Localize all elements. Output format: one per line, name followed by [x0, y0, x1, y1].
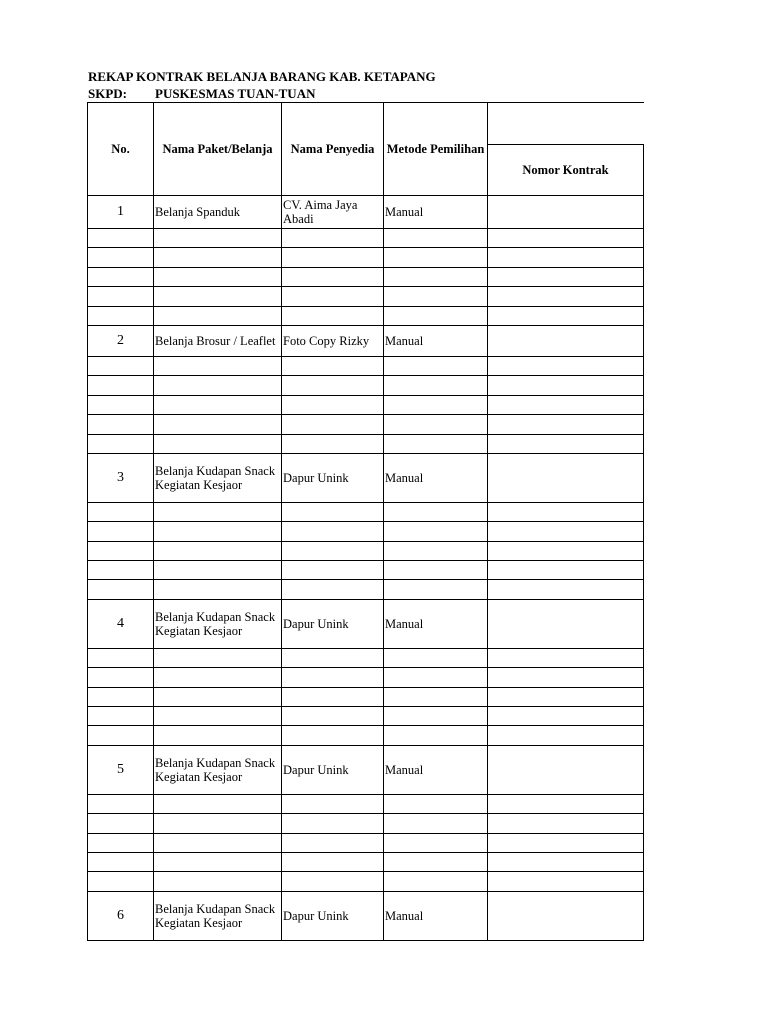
empty-cell	[282, 833, 384, 852]
paket-cell: Belanja Kudapan Snack Kegiatan Kesjaor	[154, 453, 282, 502]
empty-row	[88, 415, 644, 434]
empty-cell	[282, 434, 384, 453]
skpd-value: PUSKESMAS TUAN-TUAN	[155, 86, 316, 101]
empty-cell	[282, 648, 384, 667]
table-row	[88, 453, 644, 502]
empty-cell	[154, 872, 282, 891]
empty-cell	[488, 541, 644, 560]
col-header-penyedia: Nama Penyedia	[282, 103, 384, 196]
empty-cell	[282, 687, 384, 706]
empty-row	[88, 794, 644, 813]
metode-cell: Manual	[384, 325, 488, 356]
empty-cell	[282, 707, 384, 726]
empty-row	[88, 580, 644, 599]
empty-cell	[154, 852, 282, 871]
empty-cell	[154, 502, 282, 521]
empty-cell	[282, 794, 384, 813]
empty-row	[88, 852, 644, 871]
empty-cell	[282, 248, 384, 267]
empty-cell	[88, 267, 154, 286]
empty-cell	[154, 726, 282, 745]
paket-cell: Belanja Brosur / Leaflet	[154, 325, 282, 356]
empty-row	[88, 287, 644, 306]
empty-cell	[384, 687, 488, 706]
empty-cell	[488, 248, 644, 267]
empty-cell	[88, 648, 154, 667]
empty-cell	[154, 833, 282, 852]
empty-cell	[154, 580, 282, 599]
empty-cell	[154, 522, 282, 541]
empty-cell	[384, 541, 488, 560]
empty-row	[88, 229, 644, 248]
empty-cell	[384, 356, 488, 375]
empty-cell	[88, 580, 154, 599]
empty-row	[88, 434, 644, 453]
empty-cell	[154, 814, 282, 833]
empty-cell	[488, 687, 644, 706]
empty-cell	[488, 395, 644, 414]
empty-cell	[88, 707, 154, 726]
empty-cell	[488, 229, 644, 248]
empty-row	[88, 668, 644, 687]
kontrak-cell	[488, 891, 644, 940]
empty-row	[88, 707, 644, 726]
paket-cell: Belanja Spanduk	[154, 196, 282, 229]
table-row	[88, 891, 644, 940]
empty-cell	[384, 522, 488, 541]
empty-cell	[154, 267, 282, 286]
empty-cell	[154, 434, 282, 453]
empty-cell	[384, 648, 488, 667]
metode-cell: Manual	[384, 453, 488, 502]
empty-cell	[384, 561, 488, 580]
empty-cell	[154, 415, 282, 434]
empty-cell	[154, 356, 282, 375]
empty-cell	[154, 794, 282, 813]
empty-cell	[88, 541, 154, 560]
empty-cell	[282, 668, 384, 687]
empty-cell	[154, 306, 282, 325]
empty-row	[88, 248, 644, 267]
empty-row	[88, 502, 644, 521]
empty-cell	[282, 541, 384, 560]
empty-cell	[88, 833, 154, 852]
empty-cell	[488, 580, 644, 599]
empty-cell	[282, 395, 384, 414]
empty-cell	[384, 306, 488, 325]
empty-row	[88, 267, 644, 286]
no-cell: 5	[88, 745, 154, 794]
empty-cell	[488, 522, 644, 541]
col-header-metode: Metode Pemilihan	[384, 103, 488, 196]
empty-cell	[282, 267, 384, 286]
penyedia-cell: Dapur Unink	[282, 599, 384, 648]
metode-cell: Manual	[384, 891, 488, 940]
empty-cell	[384, 229, 488, 248]
empty-cell	[384, 376, 488, 395]
empty-row	[88, 814, 644, 833]
metode-cell: Manual	[384, 599, 488, 648]
empty-cell	[88, 306, 154, 325]
empty-cell	[282, 561, 384, 580]
empty-cell	[488, 561, 644, 580]
table-row	[88, 325, 644, 356]
empty-cell	[88, 687, 154, 706]
empty-cell	[282, 872, 384, 891]
no-cell: 4	[88, 599, 154, 648]
empty-cell	[154, 395, 282, 414]
empty-cell	[488, 267, 644, 286]
empty-row	[88, 306, 644, 325]
empty-cell	[384, 794, 488, 813]
empty-cell	[282, 376, 384, 395]
empty-cell	[88, 376, 154, 395]
empty-cell	[88, 872, 154, 891]
empty-cell	[384, 668, 488, 687]
kontrak-cell	[488, 196, 644, 229]
empty-cell	[282, 356, 384, 375]
empty-cell	[88, 794, 154, 813]
table-row	[88, 599, 644, 648]
kontrak-cell	[488, 745, 644, 794]
empty-row	[88, 561, 644, 580]
penyedia-cell: CV. Aima Jaya Abadi	[282, 196, 384, 229]
empty-row	[88, 376, 644, 395]
empty-cell	[88, 561, 154, 580]
paket-cell: Belanja Kudapan Snack Kegiatan Kesjaor	[154, 745, 282, 794]
empty-cell	[488, 306, 644, 325]
empty-cell	[488, 287, 644, 306]
empty-cell	[488, 502, 644, 521]
col-header-paket: Nama Paket/Belanja	[154, 103, 282, 196]
skpd-label: SKPD:	[88, 86, 127, 101]
empty-cell	[282, 522, 384, 541]
empty-cell	[488, 648, 644, 667]
empty-cell	[282, 306, 384, 325]
table-body	[88, 196, 644, 941]
empty-cell	[488, 707, 644, 726]
empty-cell	[154, 287, 282, 306]
table-row	[88, 745, 644, 794]
no-cell: 1	[88, 196, 154, 229]
empty-cell	[154, 541, 282, 560]
empty-cell	[154, 229, 282, 248]
empty-row	[88, 395, 644, 414]
metode-cell: Manual	[384, 745, 488, 794]
empty-cell	[384, 287, 488, 306]
empty-cell	[154, 376, 282, 395]
kontrak-cell	[488, 453, 644, 502]
skpd-line	[88, 86, 316, 102]
empty-cell	[488, 726, 644, 745]
metode-cell: Manual	[384, 196, 488, 229]
empty-cell	[88, 502, 154, 521]
no-cell: 3	[88, 453, 154, 502]
empty-cell	[488, 415, 644, 434]
empty-cell	[88, 522, 154, 541]
empty-cell	[384, 852, 488, 871]
empty-cell	[88, 356, 154, 375]
penyedia-cell: Foto Copy Rizky	[282, 325, 384, 356]
empty-cell	[384, 434, 488, 453]
empty-row	[88, 356, 644, 375]
empty-cell	[488, 356, 644, 375]
penyedia-cell: Dapur Unink	[282, 453, 384, 502]
empty-cell	[488, 814, 644, 833]
kontrak-cell	[488, 599, 644, 648]
contract-table	[87, 102, 644, 941]
empty-row	[88, 687, 644, 706]
empty-cell	[384, 248, 488, 267]
document-title: REKAP KONTRAK BELANJA BARANG KAB. KETAPANG	[88, 69, 436, 84]
empty-cell	[88, 852, 154, 871]
empty-cell	[88, 287, 154, 306]
empty-cell	[154, 561, 282, 580]
empty-cell	[282, 502, 384, 521]
empty-cell	[282, 814, 384, 833]
empty-cell	[488, 872, 644, 891]
kontrak-cell	[488, 325, 644, 356]
empty-cell	[88, 229, 154, 248]
empty-row	[88, 541, 644, 560]
empty-cell	[488, 434, 644, 453]
empty-cell	[88, 814, 154, 833]
empty-cell	[384, 814, 488, 833]
empty-row	[88, 872, 644, 891]
penyedia-cell: Dapur Unink	[282, 745, 384, 794]
empty-cell	[488, 668, 644, 687]
empty-cell	[88, 668, 154, 687]
empty-cell	[282, 415, 384, 434]
empty-cell	[282, 726, 384, 745]
empty-row	[88, 726, 644, 745]
paket-cell: Belanja Kudapan Snack Kegiatan Kesjaor	[154, 891, 282, 940]
col-header-kontrak: Nomor Kontrak	[488, 145, 644, 196]
empty-cell	[488, 794, 644, 813]
empty-row	[88, 648, 644, 667]
empty-cell	[282, 287, 384, 306]
no-cell: 2	[88, 325, 154, 356]
empty-cell	[88, 395, 154, 414]
empty-cell	[384, 580, 488, 599]
col-header-spacer	[488, 103, 644, 145]
empty-cell	[154, 648, 282, 667]
empty-cell	[384, 395, 488, 414]
empty-cell	[154, 668, 282, 687]
empty-cell	[384, 707, 488, 726]
empty-cell	[488, 376, 644, 395]
paket-cell: Belanja Kudapan Snack Kegiatan Kesjaor	[154, 599, 282, 648]
empty-cell	[282, 580, 384, 599]
empty-cell	[154, 687, 282, 706]
empty-cell	[282, 852, 384, 871]
empty-cell	[88, 248, 154, 267]
empty-cell	[384, 267, 488, 286]
table-row	[88, 196, 644, 229]
empty-cell	[88, 726, 154, 745]
empty-cell	[88, 415, 154, 434]
empty-cell	[384, 872, 488, 891]
empty-cell	[384, 502, 488, 521]
empty-cell	[488, 833, 644, 852]
no-cell: 6	[88, 891, 154, 940]
col-header-no: No.	[88, 103, 154, 196]
empty-cell	[282, 229, 384, 248]
penyedia-cell: Dapur Unink	[282, 891, 384, 940]
empty-cell	[384, 415, 488, 434]
empty-cell	[154, 248, 282, 267]
empty-row	[88, 833, 644, 852]
empty-cell	[88, 434, 154, 453]
empty-cell	[384, 833, 488, 852]
empty-cell	[384, 726, 488, 745]
empty-cell	[154, 707, 282, 726]
empty-cell	[488, 852, 644, 871]
empty-row	[88, 522, 644, 541]
